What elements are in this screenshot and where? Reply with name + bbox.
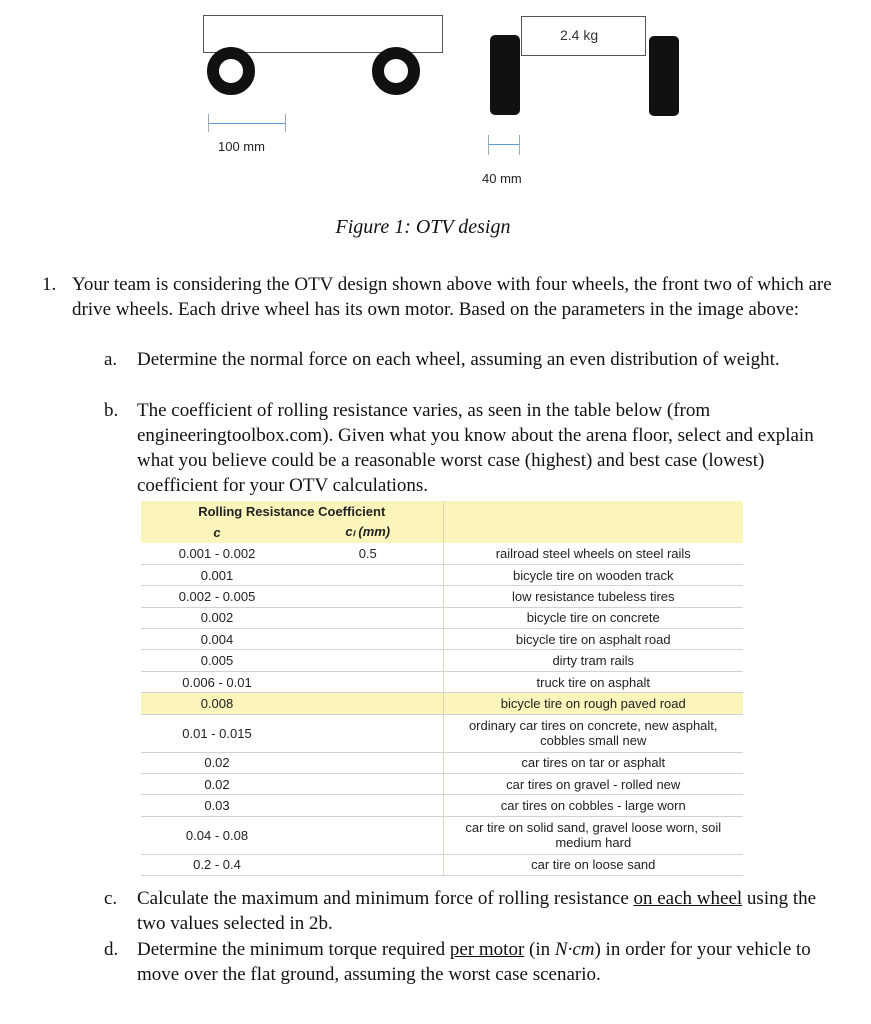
table-row <box>141 650 743 671</box>
table-row <box>141 564 743 585</box>
part-d-underlined: per motor <box>449 939 525 960</box>
cell-description: bicycle tire on wooden track <box>443 564 743 585</box>
column-header-cl: cₗ (mm) <box>293 521 443 543</box>
dimension-tick <box>285 114 286 132</box>
cell-cl <box>293 795 443 816</box>
part-a-letter: a. <box>104 349 118 370</box>
cell-cl <box>293 714 443 752</box>
table-row <box>141 586 743 607</box>
part-c-text-tail: using the two values selected in 2b. <box>137 888 817 934</box>
cell-coefficient: 0.002 - 0.005 <box>141 586 293 607</box>
wheelbase-dimension-line <box>209 123 285 124</box>
table-row <box>141 795 743 816</box>
cell-description: railroad steel wheels on steel rails <box>443 543 743 564</box>
cell-cl <box>293 586 443 607</box>
cell-description: low resistance tubeless tires <box>443 586 743 607</box>
cell-description: car tire on loose sand <box>443 854 743 875</box>
part-d-unit: N·cm <box>554 939 595 960</box>
wheel-width-label: 40 mm <box>482 171 522 186</box>
rolling-resistance-table <box>141 501 743 876</box>
cell-description: car tires on gravel - rolled new <box>443 774 743 795</box>
part-b-letter: b. <box>104 400 119 421</box>
part-a-text: Determine the normal force on each wheel, assuming an even distribution of weight. <box>137 349 780 370</box>
table-row <box>141 714 743 752</box>
cell-description: car tires on tar or asphalt <box>443 752 743 773</box>
part-c-underlined: on each wheel <box>633 888 743 909</box>
cell-coefficient: 0.001 - 0.002 <box>141 543 293 564</box>
table-row <box>141 752 743 773</box>
table-row <box>141 629 743 650</box>
part-d-text-lead: Determine the minimum torque required <box>137 939 450 960</box>
wheel-left-front-view <box>490 35 520 115</box>
part-c-text-lead: Calculate the maximum and minimum force of rolling resistance <box>137 888 634 909</box>
cell-description: dirty tram rails <box>443 650 743 671</box>
cell-coefficient: 0.008 <box>141 693 293 714</box>
cell-cl <box>293 774 443 795</box>
cell-coefficient: 0.006 - 0.01 <box>141 671 293 692</box>
cell-description: car tire on solid sand, gravel loose worn, soil medium hard <box>443 816 743 854</box>
part-c-letter: c. <box>104 888 118 909</box>
cell-coefficient: 0.01 - 0.015 <box>141 714 293 752</box>
cell-description: car tires on cobbles - large worn <box>443 795 743 816</box>
dimension-tick <box>519 135 520 155</box>
column-header-c: c <box>141 521 293 543</box>
cell-cl <box>293 564 443 585</box>
question-intro: Your team is considering the OTV design shown above with four wheels, the front two of which are drive wheels. Each drive wheel has its own motor. Based on the parameters in the image above: <box>72 274 832 320</box>
table-row <box>141 543 743 564</box>
cell-cl <box>293 650 443 671</box>
cell-cl <box>293 671 443 692</box>
cell-description: bicycle tire on concrete <box>443 607 743 628</box>
table-header-blank <box>443 501 743 543</box>
chassis-side-view <box>203 15 443 53</box>
cell-coefficient: 0.004 <box>141 629 293 650</box>
cell-description: bicycle tire on rough paved road <box>443 693 743 714</box>
question-number: 1. <box>42 274 57 295</box>
mass-label: 2.4 kg <box>560 27 599 43</box>
cell-coefficient: 0.2 - 0.4 <box>141 854 293 875</box>
table-row <box>141 671 743 692</box>
cell-coefficient: 0.03 <box>141 795 293 816</box>
table-row <box>141 816 743 854</box>
cell-coefficient: 0.005 <box>141 650 293 671</box>
figure-caption: Figure 1: OTV design <box>335 216 511 238</box>
part-b-text: The coefficient of rolling resistance varies, as seen in the table below (from engineeringtoolbox.com). Given what you know about the arena floor, select and explain what you believe could be a reasonable worst case (highest) and best case (lowest) coefficient for your OTV calculations. <box>137 400 814 496</box>
wheel-width-dimension-line <box>489 144 519 145</box>
cell-description: bicycle tire on asphalt road <box>443 629 743 650</box>
dimension-tick <box>488 135 489 155</box>
cell-cl <box>293 693 443 714</box>
cell-cl <box>293 607 443 628</box>
cell-description: ordinary car tires on concrete, new asphalt, cobbles small new <box>443 714 743 752</box>
wheel-front-side-view <box>372 47 420 95</box>
part-d-text-tail: ) in order for your vehicle to move over the flat ground, assuming the worst case scenario. <box>137 939 811 985</box>
cell-description: truck tire on asphalt <box>443 671 743 692</box>
wheelbase-label: 100 mm <box>218 139 265 154</box>
table-row <box>141 854 743 875</box>
cell-coefficient: 0.02 <box>141 774 293 795</box>
table-row <box>141 693 743 714</box>
cell-coefficient: 0.02 <box>141 752 293 773</box>
cell-coefficient: 0.04 - 0.08 <box>141 816 293 854</box>
cell-coefficient: 0.002 <box>141 607 293 628</box>
cell-cl: 0.5 <box>293 543 443 564</box>
part-c-text <box>137 886 847 936</box>
wheel-rear-side-view <box>207 47 255 95</box>
part-d-text-mid: (in <box>524 939 555 960</box>
table-row <box>141 774 743 795</box>
cell-cl <box>293 854 443 875</box>
part-d-letter: d. <box>104 939 119 960</box>
part-d-text <box>137 937 847 987</box>
cell-coefficient: 0.001 <box>141 564 293 585</box>
cell-cl <box>293 629 443 650</box>
wheel-right-front-view <box>649 36 679 116</box>
cell-cl <box>293 816 443 854</box>
table-row <box>141 607 743 628</box>
table-title: Rolling Resistance Coefficient <box>141 501 443 521</box>
cell-cl <box>293 752 443 773</box>
